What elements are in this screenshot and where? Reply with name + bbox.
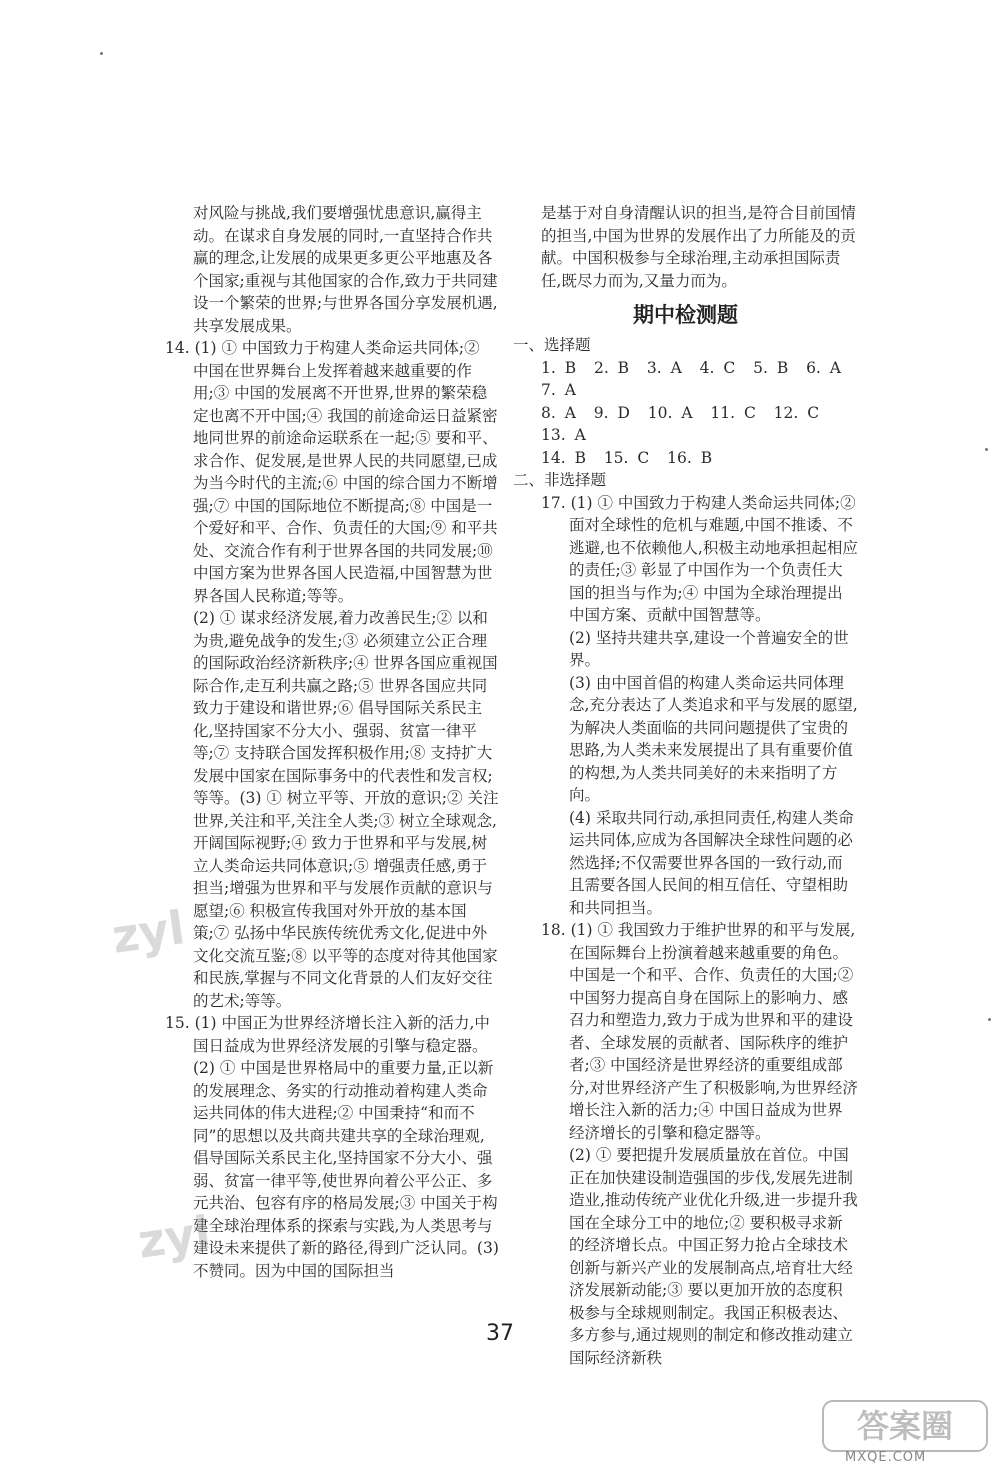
left-column	[165, 202, 504, 1282]
paragraph-continued: 是基于对自身清醒认识的担当,是符合目前国情的担当,中国为世界的发展作出了力所能及的贡献。中国积极参与全球治理,主动承担国际责任,既尽力而为,又量力而为。	[541, 204, 856, 290]
scan-speck	[985, 448, 988, 451]
question-17-part2: (2) 坚持共建共享,建设一个普遍安全的世界。	[569, 628, 849, 669]
question-14-part2: (2) ① 谋求经济发展,着力改善民生;② 以和为贵,避免战争的发生;③ 必须建立公正合理的国际政治经济新秩序;④ 世界各国应重视国际合作,走互利共赢之路;⑤ 世界各国应共同致力于建设和谐世界;⑥ 倡导国际关系民主化,坚持国家不分大小、强弱、贫富一律平等;⑦ 支持联合国发挥积极作用;⑧ 支持扩大发展中国家在国际事务中的代表性和发言权;等等。(3) ① 树立平等、开放的意识;② 关注世界,关注和平,关注全人类;③ 树立全球观念,开阔国际视野;④ 致力于世界和平与发展,树立人类命运共同体意识;⑤ 增强责任感,勇于担当;增强为世界和平与发展作贡献的意识与愿望;⑥ 积极宣传我国对外开放的基本国策;⑦ 弘扬中华民族传统优秀文化,促进中外文化交流互鉴;⑧ 以平等的态度对待其他国家和民族,掌握与不同文化背景的人们友好交往的艺术;等等。	[193, 609, 499, 1010]
watermark-text: zyl	[108, 900, 188, 964]
answer-line: 1. B 2. B 3. A 4. C 5. B 6. A 7. A	[541, 358, 859, 399]
question-17-part4: (4) 采取共同行动,承担同责任,构建人类命运共同体,应成为各国解决全球性问题的必然选择;不仅需要世界各国的一致行动,而且需要各国人民间的相互信任、守望相助和共同担当。	[569, 808, 854, 917]
part2-heading: 二、非选择题	[513, 471, 607, 489]
question-18: 18. (1) ① 我国致力于维护世界的和平与发展,在国际舞台上扮演着越来越重要的角色。中国是一个和平、合作、负责任的大国;② 中国努力提高自身在国际上的影响力、感召力和塑造力,致力于成为世界和平的建设者、全球发展的贡献者、国际秩序的维护者;③ 中国经济是世界经济的重要组成部分,对世界经济产生了积极影响,为世界经济增长注入新的活力;④ 中国日益成为世界经济增长的引擎和稳定器等。	[541, 921, 859, 1142]
question-14: 14. (1) ① 中国致力于构建人类命运共同体;② 中国在世界舞台上发挥着越来越重要的作用;③ 中国的发展离不开世界,世界的繁荣稳定也离不开中国;④ 我国的前途命运日益紧密地同世界的前途命运联系在一起;⑤ 要和平、求合作、促发展,是世界人民的共同愿望,已成为当今时代的主流;⑥ 中国的综合国力不断增强;⑦ 中国的国际地位不断提高;⑧ 中国是一个爱好和平、合作、负责任的大国;⑨ 和平共处、交流合作有利于世界各国的共同发展;⑩ 中国方案为世界各国人民造福,中国智慧为世界各国人民称道;等等。	[165, 339, 498, 605]
question-15: 15. (1) 中国正为世界经济增长注入新的活力,中国日益成为世界经济发展的引擎与稳定器。(2) ① 中国是世界格局中的重要力量,正以新的发展理念、务实的行动推动着构建人类命运共同体的伟大进程;② 中国秉持“和而不同”的思想以及共商共建共享的全球治理观,倡导国际关系民主化,坚持国家不分大小、强弱、贫富一律平等,使世界向着公平公正、多元共治、包容有序的格局发展;③ 中国关于构建全球治理体系的探索与实践,为人类思考与建设未来提供了新的路径,得到广泛认同。(3) 不赞同。因为中国的国际担当	[165, 1014, 504, 1280]
corner-logo-text: 答案圈	[856, 1407, 954, 1445]
page-number: 37	[486, 1321, 514, 1346]
part1-heading: 一、选择题	[513, 336, 591, 354]
scan-speck	[988, 1018, 991, 1021]
paragraph-intro: 对风险与挑战,我们要增强忧患意识,赢得主动。在谋求自身发展的同时,一直坚持合作共赢的理念,让发展的成果更多更公平地惠及各个国家;重视与其他国家的合作,致力于共同建设一个繁荣的世界;与世界各国分享发展机遇,共享发展成果。	[193, 204, 498, 335]
answer-line: 8. A 9. D 10. A 11. C 12. C 13. A	[541, 403, 837, 444]
question-18-part2: (2) ① 要把提升发展质量放在首位。中国正在加快建设制造强国的步伐,发展先进制造业,推动传统产业优化升级,进一步提升我国在全球分工中的地位;② 要积极寻求新的经济增长点。中国正努力抢占全球技术创新与新兴产业的发展制高点,培育壮大经济发展新动能;③ 要以更加开放的态度积极参与全球规则制定。我国正积极表达、多方参与,通过规则的制定和修改推动建立国际经济新秩	[569, 1146, 858, 1367]
section-title: 期中检测题	[633, 303, 738, 327]
question-17-part3: (3) 由中国首倡的构建人类命运共同体理念,充分表达了人类追求和平与发展的愿望,为解决人类面临的共同问题提供了宝贵的思路,为人类未来发展提出了具有重要价值的构想,为人类共同美好的未来指明了方向。	[569, 673, 858, 804]
scan-speck	[100, 52, 103, 55]
answer-line: 14. B 15. C 16. B	[541, 448, 713, 467]
watermark-text: zyl	[134, 1205, 214, 1269]
corner-watermark-url: MXQE.COM	[845, 1450, 927, 1465]
right-column	[513, 202, 861, 1369]
question-17: 17. (1) ① 中国致力于构建人类命运共同体;② 面对全球性的危机与难题,中国不推诿、不逃避,也不依赖他人,积极主动地承担起相应的责任;③ 彰显了中国作为一个负责任大国的担当与作为;④ 中国为全球治理提出中国方案、贡献中国智慧等。	[541, 493, 861, 624]
